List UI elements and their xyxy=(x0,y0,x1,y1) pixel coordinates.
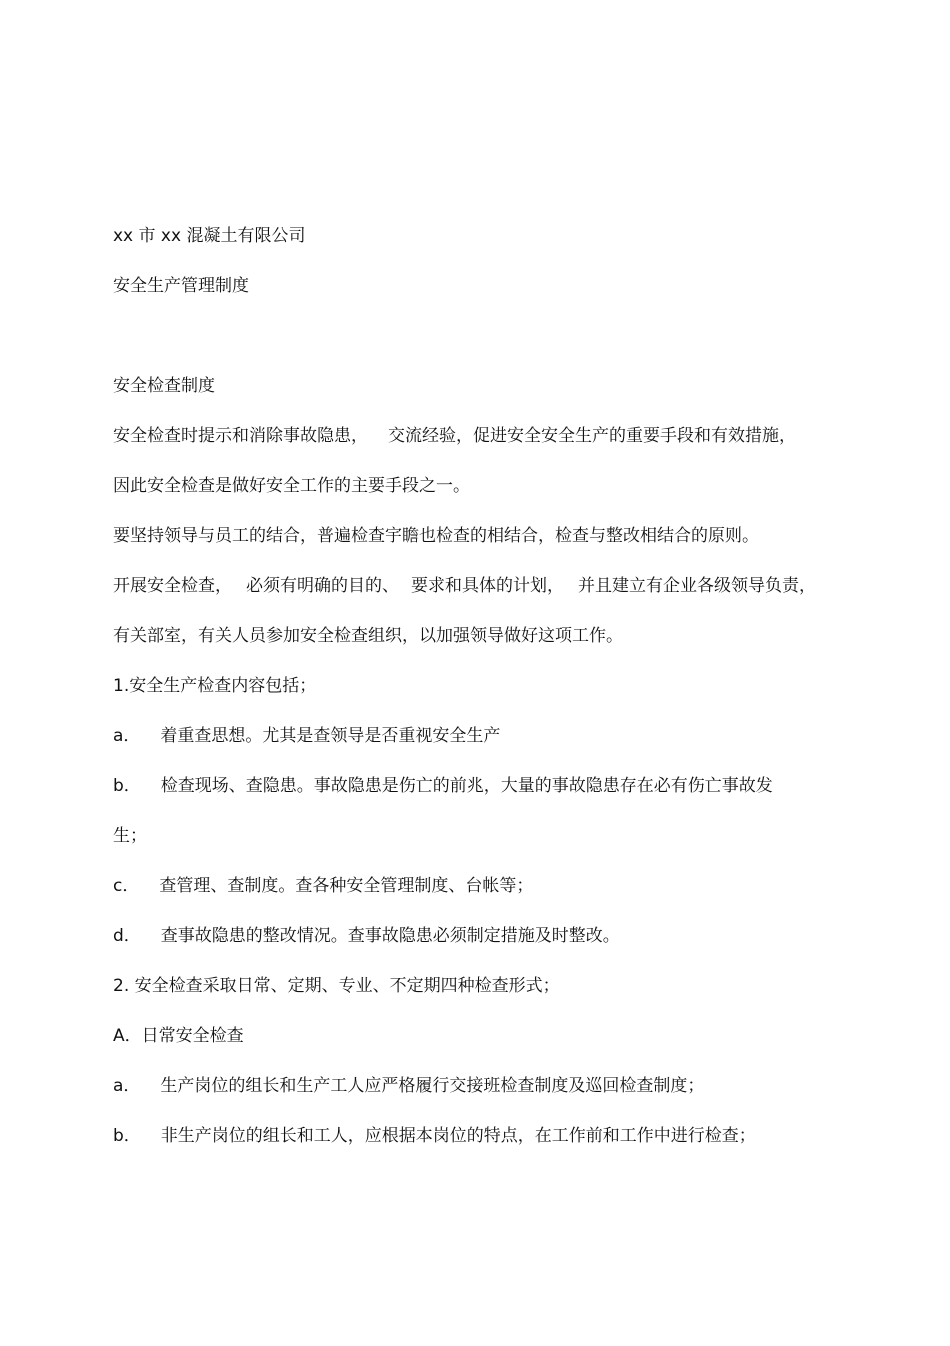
list-text-c: 查管理、查制度。查各种安全管理制度、台帐等； xyxy=(159,876,534,896)
sub-a-heading: A．日常安全检查 xyxy=(113,1026,244,1046)
item-1-a xyxy=(113,725,500,747)
list-marker-b: b． xyxy=(113,1126,141,1146)
list-text-b: 检查现场、查隐患。事故隐患是伤亡的前兆，大量的事故隐患存在必有伤亡事故发 xyxy=(160,776,773,796)
paragraph-1-part-b: 交流经验，促进安全安全生产的重要手段和有效措施， xyxy=(388,426,796,446)
document-title: 安全生产管理制度 xyxy=(113,276,249,296)
paragraph-1-line-2: 因此安全检查是做好安全工作的主要手段之一。 xyxy=(113,476,470,496)
item-1-heading: 1.安全生产检查内容包括； xyxy=(113,676,317,696)
paragraph-3-part-b: 必须有明确的目的、 xyxy=(246,576,399,596)
item-1-d xyxy=(113,925,620,947)
paragraph-1-line-1 xyxy=(113,425,796,447)
list-marker-c: c． xyxy=(113,876,140,896)
paragraph-2: 要坚持领导与员工的结合，普遍检查宇瞻也检查的相结合，检查与整改相结合的原则。 xyxy=(113,526,759,546)
list-text-a: 着重查思想。尤其是查领导是否重视安全生产 xyxy=(160,726,501,746)
paragraph-3-part-c: 要求和具体的计划， xyxy=(411,576,564,596)
company-name: xx 市 xx 混凝土有限公司 xyxy=(113,226,306,246)
list-text-b: 非生产岗位的组长和工人，应根据本岗位的特点，在工作前和工作中进行检查； xyxy=(160,1126,756,1146)
paragraph-1-part-a: 安全检查时提示和消除事故隐患， xyxy=(113,426,368,446)
list-marker-a: a． xyxy=(113,726,141,746)
list-marker-b: b． xyxy=(113,776,141,796)
sub-a-item-b xyxy=(113,1125,756,1147)
item-2-heading: 2. 安全检查采取日常、定期、专业、不定期四种检查形式； xyxy=(113,976,560,996)
list-marker-a: a． xyxy=(113,1076,141,1096)
paragraph-3-part-d: 并且建立有企业各级领导负责， xyxy=(578,576,816,596)
item-1-b xyxy=(113,775,773,797)
list-text-d: 查事故隐患的整改情况。查事故隐患必须制定措施及时整改。 xyxy=(160,926,620,946)
list-marker-d: d． xyxy=(113,926,141,946)
paragraph-3-line-2: 有关部室，有关人员参加安全检查组织，以加强领导做好这项工作。 xyxy=(113,626,623,646)
list-text-a: 生产岗位的组长和生产工人应严格履行交接班检查制度及巡回检查制度； xyxy=(160,1076,705,1096)
item-1-b-continuation: 生； xyxy=(113,826,147,846)
section-title: 安全检查制度 xyxy=(113,376,215,396)
paragraph-3-part-a: 开展安全检查， xyxy=(113,576,232,596)
paragraph-3-line-1 xyxy=(113,575,816,597)
sub-a-item-a xyxy=(113,1075,704,1097)
item-1-c xyxy=(113,875,533,897)
